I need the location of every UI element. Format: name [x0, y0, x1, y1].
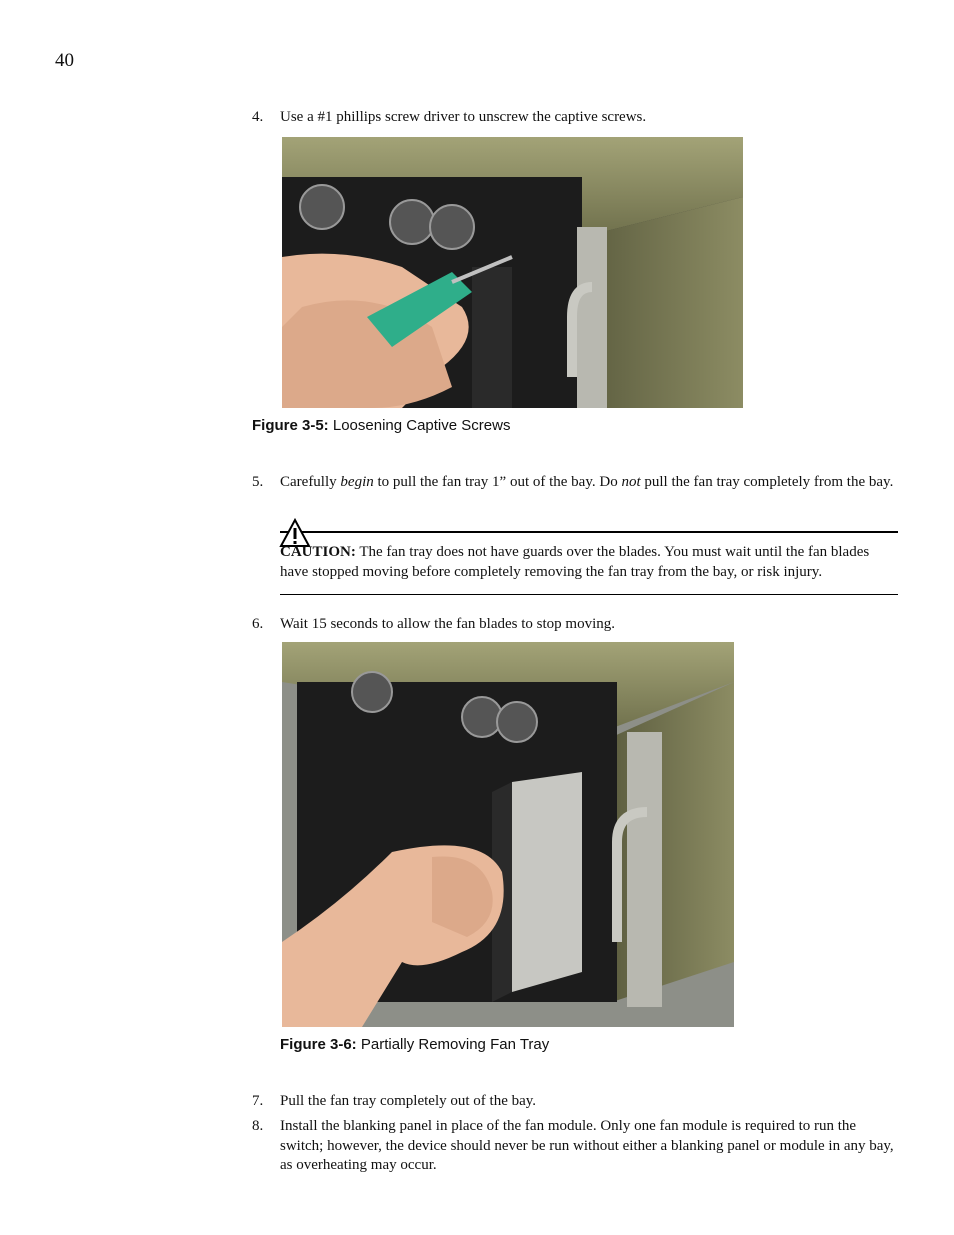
caution-text: The fan tray does not have guards over the blades. You must wait until the fan blades have stopped moving before completely removing the fan tray from the bay, or risk injury.: [280, 544, 870, 580]
figure-title: Partially Removing Fan Tray: [356, 1036, 550, 1053]
step-text: Pull the fan tray completely out of the bay.: [280, 1093, 537, 1109]
caution-top-rule: [280, 531, 898, 533]
step-text: Use a #1 phillips screw driver to unscrew the captive screws.: [280, 109, 647, 125]
step-7: [252, 1092, 900, 1112]
step-number: 6.: [252, 616, 264, 632]
figure-3-6-photo: [282, 642, 734, 1027]
step-number: 7.: [252, 1093, 264, 1109]
figure-3-5-caption: [252, 417, 510, 434]
step-8: [252, 1117, 900, 1176]
figure-title: Loosening Captive Screws: [328, 417, 511, 434]
page-number: 40: [55, 50, 74, 71]
step-number: 8.: [252, 1118, 264, 1134]
caution-bottom-rule: [280, 594, 898, 595]
step-4: [252, 108, 900, 128]
step-6: [252, 615, 900, 635]
step-number: 5.: [252, 474, 264, 490]
figure-label: Figure 3-6:: [280, 1036, 357, 1053]
figure-3-5-photo: [282, 137, 743, 408]
step-5: [252, 473, 900, 493]
step-text: Install the blanking panel in place of the fan module. Only one fan module is required to run the switch; however, the device should never be run without either a blanking panel or module in any bay, as overheating may occur.: [280, 1118, 894, 1173]
step-text: Wait 15 seconds to allow the fan blades to stop moving.: [280, 616, 615, 632]
figure-label: Figure 3-5:: [252, 417, 329, 434]
figure-3-6-caption: [280, 1036, 549, 1053]
step-text: Carefully begin to pull the fan tray 1” out of the bay. Do not pull the fan tray completely from the bay.: [280, 474, 894, 490]
caution-label: CAUTION:: [280, 544, 356, 560]
step-number: 4.: [252, 109, 264, 125]
caution-note: [280, 542, 898, 582]
